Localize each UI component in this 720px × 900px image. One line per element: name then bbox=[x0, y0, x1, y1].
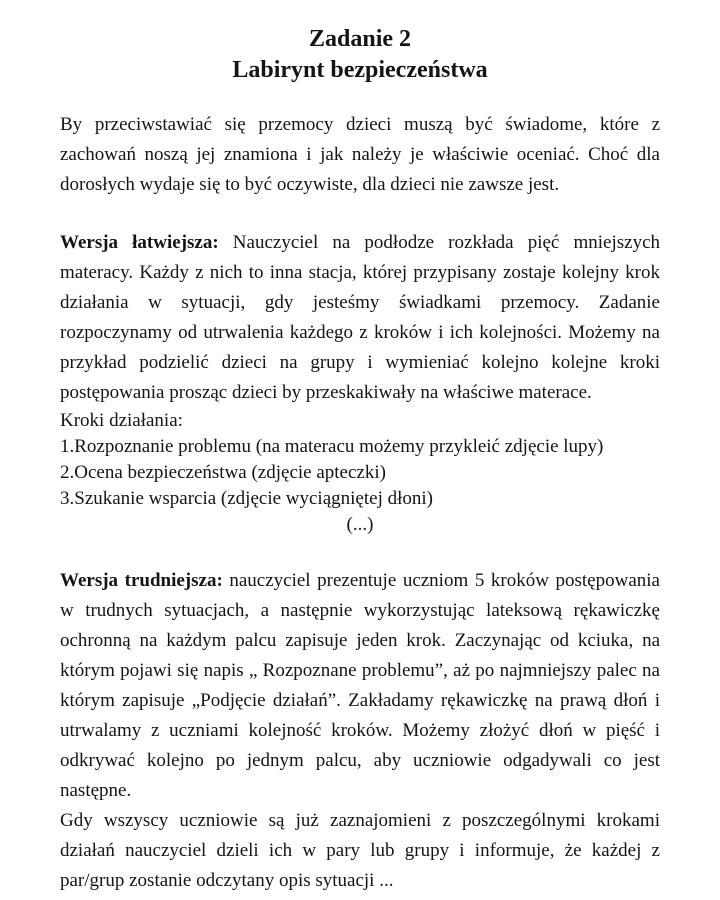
step-item-3: 3.Szukanie wsparcia (zdjęcie wyciągniętej dłoni) bbox=[60, 488, 433, 509]
title-line-2: Labirynt bezpieczeństwa bbox=[232, 57, 488, 83]
ellipsis-line: (...) bbox=[346, 514, 374, 535]
intro-paragraph: By przeciwstawiać się przemocy dzieci muszą być świadome, które z zachowań noszą jej znamiona i jak należy je właściwie oceniać. Choć dla dorosłych wydaje się to być oczywiste, dla dzieci nie zawsze jest. bbox=[60, 114, 660, 195]
harder-version-paragraph bbox=[60, 566, 660, 806]
steps-heading: Kroki działania: bbox=[60, 410, 183, 431]
easier-version-paragraph bbox=[60, 228, 660, 408]
easier-version-body: Nauczyciel na podłodze rozkłada pięć mniejszych materacy. Każdy z nich to inna stacja, której przypisany zostaje kolejny krok działania w sytuacji, gdy jesteśmy świadkami przemocy. Zadanie rozpoczynamy od utrwalenia każdego z kroków i ich kolejności. Możemy na przykład podzielić dzieci na grupy i wymieniać kolejno kolejne kroki postępowania prosząc dzieci by przeskakiwały na właściwe materace. bbox=[60, 232, 660, 403]
document-title bbox=[60, 24, 660, 86]
harder-version-lead: Wersja trudniejsza: bbox=[60, 570, 223, 591]
steps-block bbox=[60, 408, 660, 512]
harder-version-body: nauczyciel prezentuje uczniom 5 kroków postępowania w trudnych sytuacjach, a następnie wykorzystując lateksową rękawiczkę ochronną na każdym palcu zapisuje jeden krok. Zaczynając od kciuka, na którym pojawi się napis „ Rozpoznane problemu”, aż po najmniejszy palec na którym zapisuje „Podjęcie działań”. Zakładamy rękawiczkę na prawą dłoń i utrwalamy z uczniami kolejność kroków. Możemy złożyć dłoń w pięść i odkrywać kolejno po jednym palcu, aby uczniowie odgadywali co jest następne. bbox=[60, 570, 660, 801]
closing-paragraph: Gdy wszyscy uczniowie są już zaznajomieni z poszczególnymi krokami działań nauczyciel dzieli ich w pary lub grupy i informuje, że każdej z par/grup zostanie odczytany opis sytuacji ... bbox=[60, 810, 660, 891]
step-item-1: 1.Rozpoznanie problemu (na materacu możemy przykleić zdjęcie lupy) bbox=[60, 436, 604, 457]
easier-version-lead: Wersja łatwiejsza: bbox=[60, 232, 219, 253]
step-item-2: 2.Ocena bezpieczeństwa (zdjęcie apteczki) bbox=[60, 462, 386, 483]
title-line-1: Zadanie 2 bbox=[308, 26, 412, 52]
